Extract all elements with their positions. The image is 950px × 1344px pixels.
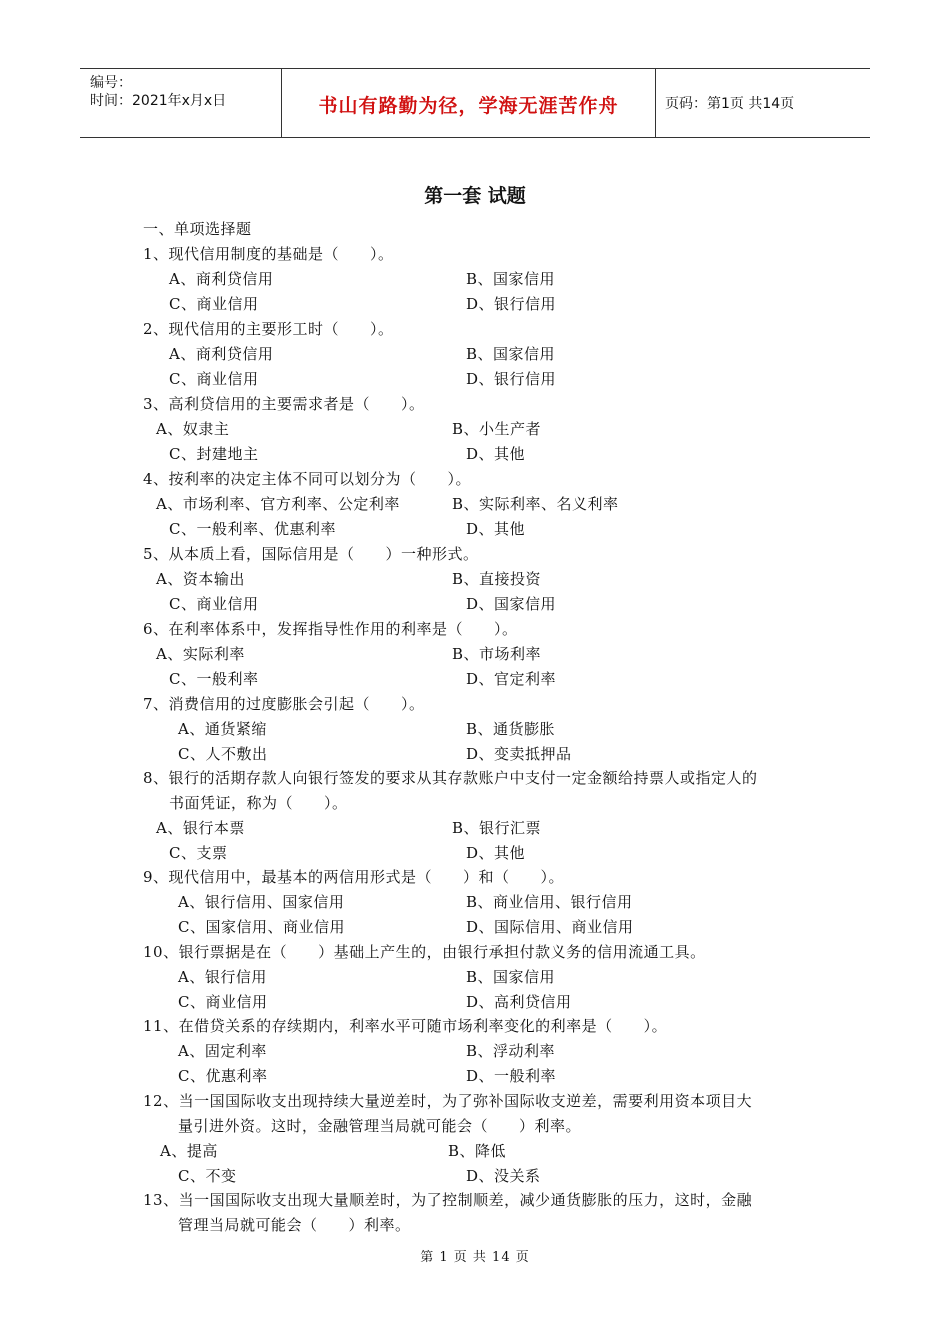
option-d: D、国际信用、商业信用 xyxy=(466,918,634,936)
question-stem: 13、当一国国际收支出现大量顺差时，为了控制顺差，减少通货膨胀的压力，这时，金融 xyxy=(143,1191,753,1209)
option-d: D、银行信用 xyxy=(466,370,557,388)
question-stem: 1、现代信用制度的基础是（ ）。 xyxy=(143,245,394,263)
option-a: A、银行本票 xyxy=(156,819,245,837)
option-b: B、实际利率、名义利率 xyxy=(452,495,619,513)
section-heading: 一、单项选择题 xyxy=(143,220,252,238)
option-a: A、奴隶主 xyxy=(156,420,230,438)
number-label: 编号： xyxy=(90,75,132,91)
option-d: D、其他 xyxy=(466,520,526,538)
page-title: 第一套 试题 xyxy=(424,185,526,207)
option-b: B、商业信用、银行信用 xyxy=(466,893,633,911)
option-b: B、国家信用 xyxy=(466,968,556,986)
option-b: B、直接投资 xyxy=(452,570,542,588)
question-stem-continued: 量引进外资。这时，金融管理当局就可能会（ ）利率。 xyxy=(178,1117,582,1135)
option-a: A、商利贷信用 xyxy=(169,345,274,363)
option-b: B、市场利率 xyxy=(452,645,542,663)
option-a: A、银行信用 xyxy=(178,968,267,986)
option-c: C、商业信用 xyxy=(169,370,259,388)
option-b: B、小生产者 xyxy=(452,420,542,438)
question-stem: 10、银行票据是在（ ）基础上产生的，由银行承担付款义务的信用流通工具。 xyxy=(143,943,706,961)
option-c: C、商业信用 xyxy=(169,295,259,313)
question-stem-continued: 书面凭证，称为（ ）。 xyxy=(169,794,348,812)
document-header xyxy=(80,68,870,138)
option-a: A、提高 xyxy=(160,1142,218,1160)
option-c: C、商业信用 xyxy=(169,595,259,613)
option-d: D、其他 xyxy=(466,445,526,463)
option-a: A、商利贷信用 xyxy=(169,270,274,288)
option-c: C、国家信用、商业信用 xyxy=(178,918,345,936)
question-stem: 3、高利贷信用的主要需求者是（ ）。 xyxy=(143,395,425,413)
option-c: C、优惠利率 xyxy=(178,1067,268,1085)
question-stem: 6、在利率体系中，发挥指导性作用的利率是（ ）。 xyxy=(143,620,518,638)
option-a: A、实际利率 xyxy=(156,645,245,663)
question-stem: 8、银行的活期存款人向银行签发的要求从其存款账户中支付一定金额给持票人或指定人的 xyxy=(143,769,758,787)
option-d: D、高利贷信用 xyxy=(466,993,572,1011)
header-left-cell xyxy=(80,69,281,137)
option-b: B、银行汇票 xyxy=(452,819,542,837)
question-stem-continued: 管理当局就可能会（ ）利率。 xyxy=(178,1216,411,1234)
date-label: 时间：2021年x月x日 xyxy=(90,93,227,109)
option-d: D、官定利率 xyxy=(466,670,557,688)
question-stem: 12、当一国国际收支出现持续大量逆差时，为了弥补国际收支逆差，需要利用资本项目大 xyxy=(143,1092,753,1110)
header-center-cell xyxy=(281,69,656,137)
option-b: B、降低 xyxy=(448,1142,507,1160)
header-right-cell xyxy=(655,69,870,137)
option-c: C、支票 xyxy=(169,844,228,862)
option-a: A、固定利率 xyxy=(178,1042,267,1060)
page-info: 页码：第1页 共14页 xyxy=(665,96,795,112)
question-stem: 9、现代信用中，最基本的两信用形式是（ ）和（ ）。 xyxy=(143,868,565,886)
option-c: C、不变 xyxy=(178,1167,237,1185)
option-c: C、一般利率、优惠利率 xyxy=(169,520,336,538)
page-footer: 第 1 页 共 14 页 xyxy=(420,1250,530,1265)
option-d: D、没关系 xyxy=(466,1167,541,1185)
option-d: D、国家信用 xyxy=(466,595,557,613)
option-c: C、封建地主 xyxy=(169,445,259,463)
option-c: C、人不敷出 xyxy=(178,745,268,763)
option-b: B、通货膨胀 xyxy=(466,720,556,738)
option-a: A、资本输出 xyxy=(156,570,245,588)
option-d: D、一般利率 xyxy=(466,1067,557,1085)
option-d: D、变卖抵押品 xyxy=(466,745,572,763)
option-b: B、国家信用 xyxy=(466,270,556,288)
option-a: A、通货紧缩 xyxy=(178,720,267,738)
option-c: C、商业信用 xyxy=(178,993,268,1011)
option-b: B、浮动利率 xyxy=(466,1042,556,1060)
option-c: C、一般利率 xyxy=(169,670,259,688)
option-d: D、银行信用 xyxy=(466,295,557,313)
option-d: D、其他 xyxy=(466,844,526,862)
option-a: A、市场利率、官方利率、公定利率 xyxy=(156,495,400,513)
option-a: A、银行信用、国家信用 xyxy=(178,893,345,911)
question-stem: 5、从本质上看，国际信用是（ ）一种形式。 xyxy=(143,545,479,563)
question-stem: 7、消费信用的过度膨胀会引起（ ）。 xyxy=(143,695,425,713)
motto: 书山有路勤为径，学海无涯苦作舟 xyxy=(318,95,619,117)
question-stem: 11、在借贷关系的存续期内，利率水平可随市场利率变化的利率是（ ）。 xyxy=(143,1017,668,1035)
question-stem: 2、现代信用的主要形工时（ ）。 xyxy=(143,320,394,338)
question-stem: 4、按利率的决定主体不同可以划分为（ ）。 xyxy=(143,470,472,488)
option-b: B、国家信用 xyxy=(466,345,556,363)
